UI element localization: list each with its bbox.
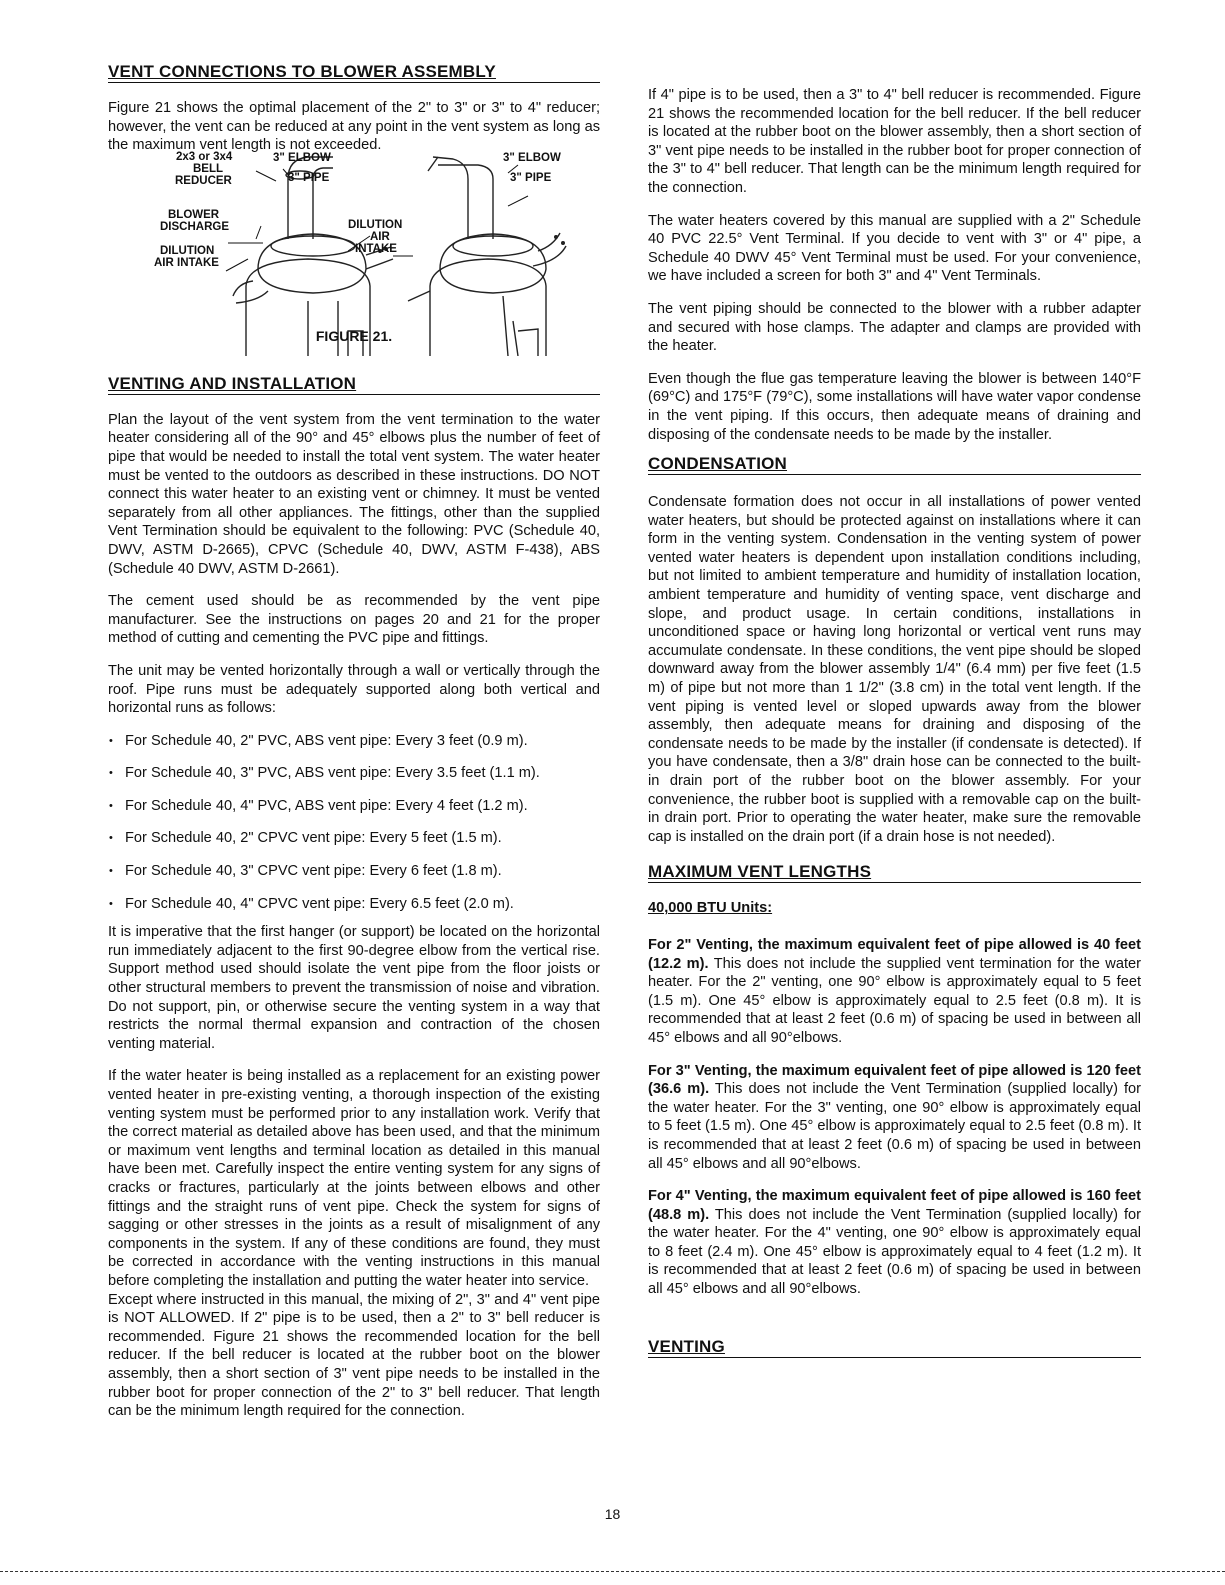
list-item: • For Schedule 40, 4" CPVC vent pipe: Every 6.5 feet (2.0 m). <box>108 895 600 914</box>
support-spacing-list <box>108 732 600 914</box>
paragraph-3inch-bold: For 3" Venting, the maximum equivalent feet of pipe allowed is 120 feet (36.6 m). <box>648 1062 1141 1098</box>
label-elbow-left: 3" ELBOW <box>273 151 331 164</box>
label-bell: BELL <box>193 162 224 175</box>
left-column <box>108 62 600 1435</box>
list-item: • For Schedule 40, 2" PVC, ABS vent pipe: Every 3 feet (0.9 m). <box>108 732 600 751</box>
label-dilution-left: DILUTION <box>160 244 215 257</box>
paragraph-hanger: It is imperative that the first hanger (or support) be located on the horizontal run immediately adjacent to the first 90-degree elbow from the vertical rise. Support method used should isolate the vent pipe from the floor joists or other structural members to prevent the transmission of noise and vibration. Do not support, pin, or otherwise secure the venting system in a way that restricts the normal thermal expansion and contraction of the chosen venting material. <box>108 924 600 1052</box>
label-intake-mid: INTAKE <box>355 242 397 255</box>
label-elbow-right: 3" ELBOW <box>503 151 561 164</box>
heading-venting-installation: VENTING AND INSTALLATION <box>108 374 600 395</box>
paragraph-except: Except where instructed in this manual, the mixing of 2", 3" and 4" vent pipe is NOT ALLOWED. If 2" pipe is to be used, then a 2" to 3" bell reducer is recommended. Figure 21 shows the recommended location for the bell reducer. If the bell reducer is located at the rubber boot on the blower assembly, then a short section of 3" vent pipe needs to be installed in the rubber boot for proper connection of the 2" to 3" bell reducer. That length can be the minimum length required for the connection. <box>108 1291 600 1420</box>
list-item: • For Schedule 40, 2" CPVC vent pipe: Every 5 feet (1.5 m). <box>108 829 600 848</box>
label-blower: BLOWER <box>168 208 220 221</box>
paragraph-2inch <box>648 936 1141 1048</box>
page-bottom-border <box>0 1571 1225 1572</box>
label-dilution-mid: DILUTION <box>348 218 403 231</box>
paragraph-condensation: Condensate formation does not occur in all installations of power vented water heaters, but should be protected against on installations where it can form in the venting system. Condensation in the venting system of power vented water heaters is dependent upon installation conditions including, but not limited to ambient temperature and humidity of installation location, ambient temperature and humidity of venting space, vent discharge and slope, and product usage. In certain conditions, installations in unconditioned space or having long horizontal or vertical vent runs may accumulate condensate. In these conditions, the vent pipe should be sloped downward away from the blower assembly 1/4" (6.4 mm) per five feet (1.5 m) of pipe but not more than 1 1/2" (3.8 cm) in the total vent length. If the vent piping is vented level or sloped upwards away from the blower assembly, then adequate means for draining and disposing of the condensate needs to be made by the installer (if condensate is detected). If you have condensate, then a 3/8" drain hose can be connected to the built-in drain port of the rubber boot on the blower assembly. For your convenience, the rubber boot is supplied with a removable cap on the built-in drain port. Prior to operating the water heater, make sure the removable cap is installed on the drain port (if a drain hose is not needed). <box>648 494 1141 845</box>
paragraph-4inch-bold: For 4" Venting, the maximum equivalent feet of pipe allowed is 160 feet (48.8 m). <box>648 1188 1141 1223</box>
subheading-40000-btu: 40,000 BTU Units: <box>648 900 773 917</box>
paragraph-2inch-text: This does not include the supplied vent termination for the water heater. For the 2" venting, one 90° elbow is approximately equal to 5 feet (1.5 m). One 45° elbow is approximately equal to 2.5 feet (0.8 m). It is recommended that at least 2 feet (0.6 m) of spacing be used in between all 45° elbows and all 90°elbows. <box>648 955 1141 1046</box>
list-item: • For Schedule 40, 3" CPVC vent pipe: Every 6 feet (1.8 m). <box>108 862 600 881</box>
paragraph-adapter: The vent piping should be connected to the blower with a rubber adapter and secured with hose clamps. The adapter and clamps are provided with the heater. <box>648 300 1141 355</box>
paragraph-3inch-text: This does not include the Vent Termination (supplied locally) for the water heater. For the 3" venting, one 90° elbow is approximately equal to 5 feet (1.5 m). One 45° elbow is approximately equal to 2.5 feet (0.8 m). It is recommended that at least 2 feet (0.6 m) of spacing be used in between all 45° elbows and all 90°elbows. <box>648 1081 1141 1172</box>
paragraph-3inch <box>648 1062 1141 1174</box>
list-item: • For Schedule 40, 3" PVC, ABS vent pipe: Every 3.5 feet (1.1 m). <box>108 764 600 783</box>
heading-venting: VENTING <box>648 1337 1141 1358</box>
heading-vent-connections: VENT CONNECTIONS TO BLOWER ASSEMBLY <box>108 62 600 83</box>
paragraph-replacement: If the water heater is being installed as a replacement for an existing power vented heater in pre-existing venting, a thorough inspection of the existing venting system must be performed prior to any installation work. Verify that the correct material as detailed above has been used, and that the minimum or maximum vent lengths and terminal location as detailed in this manual have been met. Carefully inspect the entire venting system for any signs of cracks or fractures, particularly at the joints between elbows and other fittings and the straight runs of vent pipe. Check the system for signs of sagging or other stresses in the joints as a result of misalignment of any components in the system. If any of these conditions are found, they must be corrected in accordance with the venting instructions in this manual before completing the installation and putting the water heater into service. <box>108 1068 600 1289</box>
figure-21-caption: FIGURE 21. <box>315 327 393 344</box>
right-column <box>648 86 1141 1358</box>
paragraph-fig21-intro: Figure 21 shows the optimal placement of the 2" to 3" or 3" to 4" reducer; however, the vent can be reduced at any point in the vent system as long as the maximum vent length is not exceeded. <box>108 100 600 154</box>
label-reducer: 2x3 or 3x4 <box>176 150 233 163</box>
paragraph-unit: The unit may be vented horizontally through a wall or vertically through the roof. Pipe runs must be adequately supported along both vertical and horizontal runs as follows: <box>108 662 600 717</box>
figure-21 <box>108 151 600 376</box>
label-reducer-2: REDUCER <box>175 174 232 187</box>
paragraph-plan: Plan the layout of the vent system from the vent termination to the water heater considering all of the 90° and 45° elbows plus the number of feet of pipe that would be needed to install the total vent system. The water heater must be vented to the outdoors as described in these instructions. DO NOT connect this water heater to an existing vent or chimney. It must be vented separately from all other appliances. The fittings, other than the supplied Vent Termination should be equivalent to the following: PVC (Schedule 40, DWV, ASTM D-2665), CPVC (Schedule 40, DWV, ASTM F-438), ABS (Schedule 40 DWV, ASTM D-2661). <box>108 411 600 577</box>
heading-max-vent-lengths: MAXIMUM VENT LENGTHS <box>648 862 1141 883</box>
label-airintake-left: AIR INTAKE <box>154 256 219 269</box>
paragraph-cement: The cement used should be as recommended by the vent pipe manufacturer. See the instructions on pages 20 and 21 for the proper method of cutting and cementing the PVC pipe and fittings. <box>108 593 600 647</box>
paragraph-4inch-venting <box>648 1187 1141 1299</box>
list-item: • For Schedule 40, 4" PVC, ABS vent pipe: Every 4 feet (1.2 m). <box>108 797 600 816</box>
paragraph-4inch: If 4" pipe is to be used, then a 3" to 4" bell reducer is recommended. Figure 21 shows the recommended location for the bell reducer. If the bell reducer is located at the rubber boot on the blower assembly, then a short section of 3" vent pipe needs to be installed in the rubber boot for proper connection of the 3" to 4" bell reducer. That length can be the minimum length required for the connection. <box>648 87 1141 196</box>
page-number: 18 <box>604 1506 621 1522</box>
paragraph-supplied: The water heaters covered by this manual are supplied with a 2" Schedule 40 PVC 22.5° Vent Terminal. If you decide to vent with 3" or 4" pipe, a Schedule 40 DWV 45° Vent Terminal must be used. For your convenience, we have included a screen for both 3" and 4" Vent Terminals. <box>648 212 1141 285</box>
heading-condensation: CONDENSATION <box>648 454 1141 475</box>
label-discharge: DISCHARGE <box>160 220 230 233</box>
label-pipe-right: 3" PIPE <box>510 171 552 184</box>
label-pipe-left: 3" PIPE <box>288 171 330 184</box>
paragraph-4inch-text: This does not include the Vent Termination (supplied locally) for the water heater. For the 4" venting, one 90° elbow is approximately equal to 8 feet (2.4 m). One 45° elbow is approximately equal to 4 feet (1.2 m). It is recommended that at least 2 feet (0.6 m) of spacing be used in between all 45° elbows and all 90°elbows. <box>648 1206 1141 1298</box>
label-air-mid: AIR <box>370 230 390 243</box>
paragraph-fluegas: Even though the flue gas temperature leaving the blower is between 140°F (69°C) and 175°F (79°C), some installations will have water vapor condense in the vent piping. If this occurs, then adequate means of draining and disposing of the condensate needs to be made by the installer. <box>648 370 1141 443</box>
paragraph-2inch-bold: For 2" Venting, the maximum equivalent feet of pipe allowed is 40 feet (12.2 m). <box>648 936 1141 972</box>
